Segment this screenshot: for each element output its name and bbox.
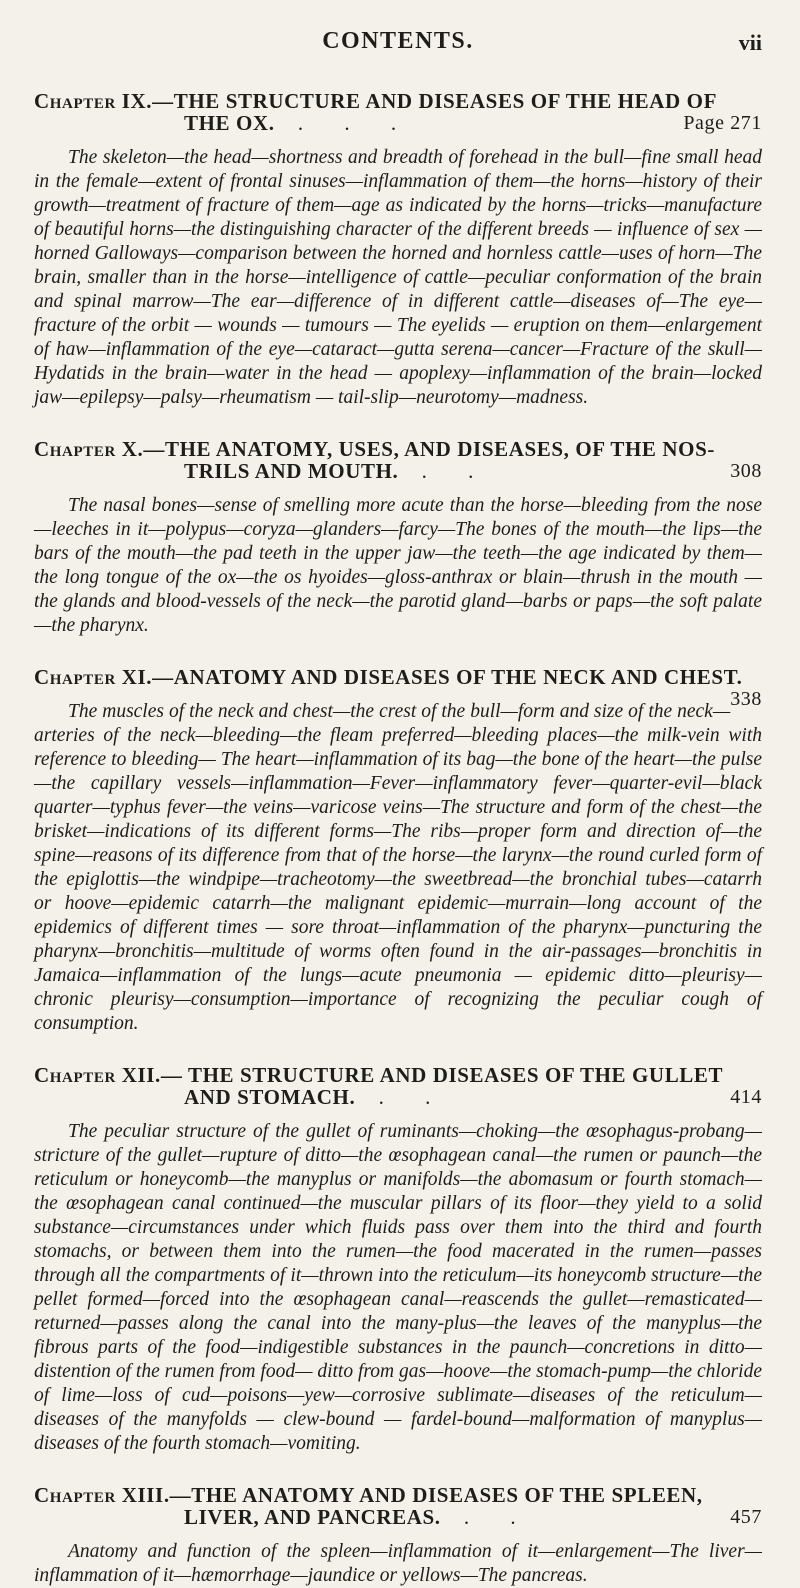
chapter-title-line-1: —ANATOMY AND DISEASES OF THE NECK AND CHEST. [152,665,743,689]
chapter-title-line-1: —THE ANATOMY, USES, AND DISEASES, OF THE NOS- [143,437,715,461]
chapter-number: IX. [121,89,153,113]
chapter-label: Chapter [34,437,116,461]
chapter-heading: Chapter XIII.—THE ANATOMY AND DISEASES OF THE SPLEEN, LIVER, AND PANCREAS. . . 457 [34,1483,762,1529]
chapter-entry-ix [34,90,762,410]
chapter-entry-xii [34,1064,762,1456]
chapter-label: Chapter [34,1063,116,1087]
chapter-heading: Chapter IX.—THE STRUCTURE AND DISEASES OF THE HEAD OF THE OX. . . . Page 271 [34,89,762,135]
chapter-entry-xi [34,666,762,1036]
page-number: vii [738,30,762,55]
chapter-label: Chapter [34,665,116,689]
chapter-heading: Chapter X.—THE ANATOMY, USES, AND DISEASES, OF THE NOS- TRILS AND MOUTH. . . 308 [34,437,762,483]
chapter-number: XIII. [121,1483,170,1507]
chapter-entry-xiii [34,1484,762,1588]
chapter-title-line-1: —THE STRUCTURE AND DISEASES OF THE HEAD OF [152,89,718,113]
chapter-page-ref: 308 [730,460,762,482]
chapter-page-ref: Page 271 [683,112,762,134]
chapter-summary: The skeleton—the head—shortness and breadth of forehead in the bull—fine small head in the female—extent of frontal sinuses—inflammation of them—the horns—history of their growth—treatment of fracture of them—age as indicated by the horns—tricks—manufacture of beautiful horns—the distinguishing character of the different breeds — influence of sex — horned Galloways—comparison between the horned and hornless cattle—uses of horn—The brain, smaller than in the horse—intelligence of cattle—peculiar conformation of the brain and spinal marrow—The ear—difference of in different cattle—diseases of—The eye—fracture of the orbit — wounds — tumours — The eyelids — eruption on them—enlargement of haw—inflammation of the eye—cataract—gutta serena—cancer—Fracture of the skull—Hydatids in the brain—water in the head — apoplexy—inflammation of the brain—locked jaw—epilepsy—palsy—rheumatism — tail-slip—neurotomy—madness. [34,147,762,408]
chapter-label: Chapter [34,89,116,113]
running-head [34,26,762,62]
chapter-summary: The nasal bones—sense of smelling more acute than the horse—bleeding from the nose—leeches in it—polypus—coryza—glanders—farcy—The bones of the mouth—the lips—the bars of the mouth—the pad teeth in the upper jaw—the teeth—the age indicated by them—the long tongue of the ox—the os hyoides—gloss-anthrax or blain—thrush in the mouth —the glands and blood-vessels of the neck—the parotid gland—barbs or paps—the soft palate—the pharynx. [34,495,762,636]
chapter-summary: The muscles of the neck and chest—the crest of the bull—form and size of the neck—arteries of the neck—bleeding—the fleam preferred—bleeding places—the milk-vein with reference to bleeding— The heart—inflammation of its bag—the bone of the heart—the pulse—the capillary vessels—inflammation—Fever—inflammatory fever—quarter-evil—black quarter—typhus fever—the veins—varicose veins—The structure and form of the chest—the brisket—indications of its different forms—The ribs—proper form and direction of—the spine—reasons of its difference from that of the horse—the larynx—the round curled form of the epiglottis—the windpipe—tracheotomy—the sweetbread—the bronchial tubes—catarrh or hoove—epidemic catarrh—the malignant epidemic—murrain—long account of the epidemics of different times — sore throat—inflammation of the pharynx—puncturing the pharynx—bronchitis—multitude of worms often found in the air-passages—bronchitis in Jamaica—inflammation of the lungs—acute pneumonia — epidemic ditto—pleurisy—chronic pleurisy—consumption—importance of recognizing the peculiar cough of consumption. [34,701,762,1034]
chapter-page-ref: 338 [730,688,762,710]
chapter-entry-x [34,438,762,638]
page-title: CONTENTS. [322,28,474,54]
chapter-number: XI. [121,665,153,689]
chapter-page-ref: 414 [730,1086,762,1108]
chapter-summary: Anatomy and function of the spleen—inflammation of it—enlargement—The liver—inflammation of it—hæmorrhage—jaundice or yellows—The pancreas. [34,1541,762,1586]
chapter-heading [34,665,762,710]
chapter-heading: Chapter XII.— THE STRUCTURE AND DISEASES OF THE GULLET AND STOMACH. . . 414 [34,1063,762,1109]
chapter-title-line-2: TRILS AND MOUTH. [184,459,399,483]
chapter-number: XII. [121,1063,161,1087]
chapter-title-line-1: —THE ANATOMY AND DISEASES OF THE SPLEEN, [169,1483,703,1507]
chapter-title-line-1: — THE STRUCTURE AND DISEASES OF THE GULLET [160,1063,724,1087]
chapter-title-line-2: AND STOMACH. [184,1085,356,1109]
chapter-title-line-2: THE OX. [184,111,275,135]
chapter-summary: The peculiar structure of the gullet of ruminants—choking—the œsophagus-probang—stricture of the gullet—rupture of ditto—the œsophagean canal—the rumen or paunch—the reticulum or honeycomb—the manyplus or manifolds—the abomasum or fourth stomach—the œsophagean canal continued—the muscular pillars of its floor—they yield to a solid substance—circumstances under which fluids pass over them into the third and fourth stomachs, or between them into the rumen—the food macerated in the rumen—passes through all the compartments of it—thrown into the reticulum—its honeycomb structure—the pellet formed—forced into the œsophagean canal—reascends the gullet—remasticated—returned—passes along the canal into the many-plus—the leaves of the manyplus—the fibrous parts of the food—indigestible substances in the paunch—concretions in ditto—distention of the rumen from food— ditto from gas—hoove—the stomach-pump—the chloride of lime—loss of cud—poisons—yew—corrosive sublimate—diseases of the reticulum—diseases of the manyfolds — clew-bound — fardel-bound—malformation of manyplus—diseases of the fourth stomach—vomiting. [34,1121,762,1454]
chapter-title-line-2: LIVER, AND PANCREAS. [184,1505,441,1529]
chapter-label: Chapter [34,1483,116,1507]
chapter-number: X. [121,437,144,461]
chapter-page-ref: 457 [730,1506,762,1528]
